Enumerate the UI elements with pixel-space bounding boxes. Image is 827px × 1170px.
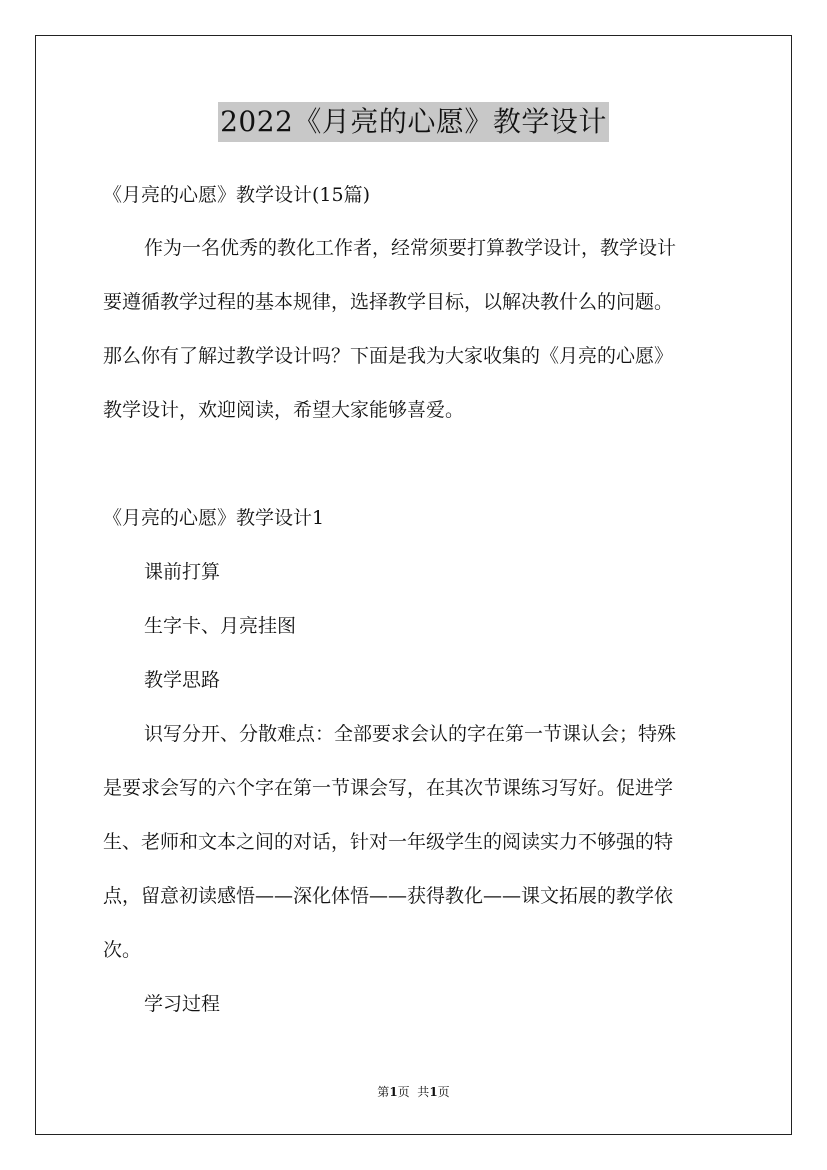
title-container: [0, 102, 827, 142]
footer-page-number: 1: [389, 1085, 398, 1099]
document-subtitle: 《月亮的心愿》教学设计(15篇): [103, 184, 371, 206]
approach-line: 生、老师和文本之间的对话，针对一年级学生的阅读实力不够强的特: [103, 831, 674, 853]
footer-mid: 页 共: [397, 1085, 430, 1099]
intro-line: 要遵循教学过程的基本规律，选择教学目标，以解决教什么的问题。: [103, 291, 674, 313]
process-heading: 学习过程: [144, 993, 221, 1015]
document-title: 2022《月亮的心愿》教学设计: [218, 102, 609, 142]
footer-page-total: 1: [429, 1085, 438, 1099]
footer-prefix: 第: [377, 1085, 390, 1099]
page-footer: [0, 1083, 827, 1101]
section-heading: 《月亮的心愿》教学设计1: [103, 507, 325, 529]
approach-heading: 教学思路: [144, 669, 221, 691]
approach-line: 次。: [103, 939, 142, 961]
approach-line: 是要求会写的六个字在第一节课会写，在其次节课练习写好。促进学: [103, 777, 674, 799]
intro-line: 那么你有了解过教学设计吗？下面是我为大家收集的《月亮的心愿》: [103, 345, 674, 367]
approach-line: 点，留意初读感悟——深化体悟——获得教化——课文拓展的教学依: [103, 885, 674, 907]
prep-heading: 课前打算: [144, 561, 221, 583]
approach-line: 识写分开、分散难点：全部要求会认的字在第一节课认会；特殊: [144, 723, 677, 745]
footer-suffix: 页: [437, 1085, 450, 1099]
intro-line: 教学设计，欢迎阅读，希望大家能够喜爱。: [103, 399, 465, 421]
prep-text: 生字卡、月亮挂图: [144, 615, 297, 637]
intro-line: 作为一名优秀的教化工作者，经常须要打算教学设计，教学设计: [144, 237, 677, 259]
